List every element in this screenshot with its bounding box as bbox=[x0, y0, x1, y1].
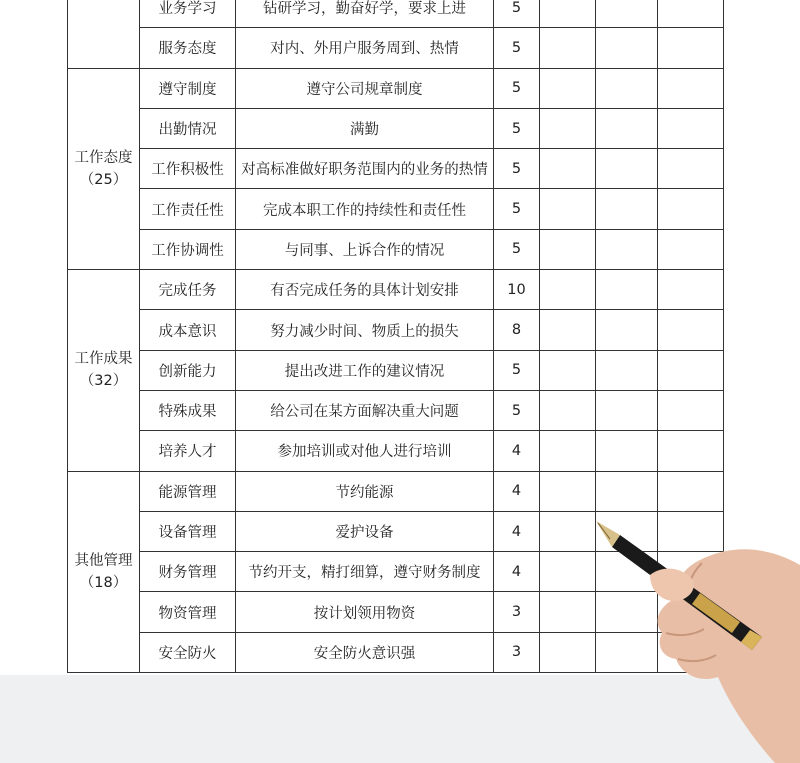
item-score-cell: 5 bbox=[494, 68, 540, 108]
table-row bbox=[68, 108, 724, 148]
table-row bbox=[68, 592, 724, 632]
table-row bbox=[68, 270, 724, 310]
item-score-cell: 3 bbox=[494, 592, 540, 632]
empty-score-cell[interactable] bbox=[540, 108, 596, 148]
empty-score-cell[interactable] bbox=[596, 28, 658, 68]
item-score-cell: 5 bbox=[494, 28, 540, 68]
empty-score-cell[interactable] bbox=[596, 350, 658, 390]
item-standard-cell: 对高标准做好职务范围内的业务的热情 bbox=[236, 149, 494, 189]
empty-score-cell[interactable] bbox=[658, 431, 724, 471]
item-name-cell: 成本意识 bbox=[140, 310, 236, 350]
empty-score-cell[interactable] bbox=[540, 229, 596, 269]
item-name-cell: 工作协调性 bbox=[140, 229, 236, 269]
empty-score-cell[interactable] bbox=[540, 511, 596, 551]
item-standard-cell: 节约能源 bbox=[236, 471, 494, 511]
item-name-cell: 安全防火 bbox=[140, 632, 236, 672]
empty-score-cell[interactable] bbox=[596, 270, 658, 310]
item-standard-cell: 与同事、上诉合作的情况 bbox=[236, 229, 494, 269]
item-standard-cell: 有否完成任务的具体计划安排 bbox=[236, 270, 494, 310]
item-score-cell: 3 bbox=[494, 632, 540, 672]
empty-score-cell[interactable] bbox=[658, 270, 724, 310]
empty-score-cell[interactable] bbox=[658, 28, 724, 68]
item-standard-cell: 提出改进工作的建议情况 bbox=[236, 350, 494, 390]
item-name-cell: 业务学习 bbox=[140, 0, 236, 28]
item-name-cell: 服务态度 bbox=[140, 28, 236, 68]
category-name: 工作态度 bbox=[74, 149, 133, 166]
item-name-cell: 物资管理 bbox=[140, 592, 236, 632]
category-weight: （18） bbox=[79, 574, 128, 591]
empty-score-cell[interactable] bbox=[596, 0, 658, 28]
item-score-cell: 5 bbox=[494, 108, 540, 148]
item-standard-cell: 遵守公司规章制度 bbox=[236, 68, 494, 108]
empty-score-cell[interactable] bbox=[658, 552, 724, 592]
empty-score-cell[interactable] bbox=[658, 68, 724, 108]
table-row bbox=[68, 552, 724, 592]
empty-score-cell[interactable] bbox=[540, 632, 596, 672]
empty-score-cell[interactable] bbox=[540, 471, 596, 511]
item-name-cell: 遵守制度 bbox=[140, 68, 236, 108]
empty-score-cell[interactable] bbox=[658, 189, 724, 229]
empty-score-cell[interactable] bbox=[596, 108, 658, 148]
empty-score-cell[interactable] bbox=[658, 632, 724, 672]
category-cell bbox=[68, 68, 140, 269]
empty-score-cell[interactable] bbox=[596, 189, 658, 229]
empty-score-cell[interactable] bbox=[596, 552, 658, 592]
empty-score-cell[interactable] bbox=[658, 310, 724, 350]
category-cell bbox=[68, 471, 140, 672]
empty-score-cell[interactable] bbox=[658, 511, 724, 551]
empty-score-cell[interactable] bbox=[658, 471, 724, 511]
empty-score-cell[interactable] bbox=[596, 471, 658, 511]
item-name-cell: 设备管理 bbox=[140, 511, 236, 551]
item-standard-cell: 钻研学习，勤奋好学，要求上进 bbox=[236, 0, 494, 28]
item-standard-cell: 努力减少时间、物质上的损失 bbox=[236, 310, 494, 350]
table-row bbox=[68, 511, 724, 551]
item-standard-cell: 按计划领用物资 bbox=[236, 592, 494, 632]
table-row bbox=[68, 229, 724, 269]
item-score-cell: 4 bbox=[494, 431, 540, 471]
empty-score-cell[interactable] bbox=[596, 68, 658, 108]
empty-score-cell[interactable] bbox=[658, 0, 724, 28]
item-score-cell: 5 bbox=[494, 0, 540, 28]
table-row bbox=[68, 189, 724, 229]
item-name-cell: 特殊成果 bbox=[140, 390, 236, 430]
table-row bbox=[68, 350, 724, 390]
empty-score-cell[interactable] bbox=[596, 592, 658, 632]
empty-score-cell[interactable] bbox=[540, 592, 596, 632]
item-name-cell: 创新能力 bbox=[140, 350, 236, 390]
empty-score-cell[interactable] bbox=[658, 390, 724, 430]
item-score-cell: 5 bbox=[494, 350, 540, 390]
item-score-cell: 5 bbox=[494, 189, 540, 229]
table-row bbox=[68, 68, 724, 108]
category-weight: （25） bbox=[79, 171, 128, 188]
item-score-cell: 4 bbox=[494, 471, 540, 511]
item-name-cell: 财务管理 bbox=[140, 552, 236, 592]
empty-score-cell[interactable] bbox=[596, 431, 658, 471]
empty-score-cell[interactable] bbox=[658, 229, 724, 269]
table-row bbox=[68, 0, 724, 28]
item-standard-cell: 给公司在某方面解决重大问题 bbox=[236, 390, 494, 430]
empty-score-cell[interactable] bbox=[540, 431, 596, 471]
item-name-cell: 培养人才 bbox=[140, 431, 236, 471]
item-name-cell: 出勤情况 bbox=[140, 108, 236, 148]
empty-score-cell[interactable] bbox=[596, 310, 658, 350]
item-score-cell: 5 bbox=[494, 149, 540, 189]
empty-score-cell[interactable] bbox=[658, 108, 724, 148]
table-row bbox=[68, 471, 724, 511]
item-standard-cell: 安全防火意识强 bbox=[236, 632, 494, 672]
item-score-cell: 4 bbox=[494, 511, 540, 551]
empty-score-cell[interactable] bbox=[658, 592, 724, 632]
item-standard-cell: 对内、外用户服务周到、热情 bbox=[236, 28, 494, 68]
empty-score-cell[interactable] bbox=[596, 632, 658, 672]
item-score-cell: 10 bbox=[494, 270, 540, 310]
empty-score-cell[interactable] bbox=[540, 310, 596, 350]
item-standard-cell: 参加培训或对他人进行培训 bbox=[236, 431, 494, 471]
empty-score-cell[interactable] bbox=[540, 270, 596, 310]
item-standard-cell: 节约开支，精打细算，遵守财务制度 bbox=[236, 552, 494, 592]
item-score-cell: 8 bbox=[494, 310, 540, 350]
item-name-cell: 完成任务 bbox=[140, 270, 236, 310]
empty-score-cell[interactable] bbox=[596, 229, 658, 269]
empty-score-cell[interactable] bbox=[596, 149, 658, 189]
empty-score-cell[interactable] bbox=[658, 149, 724, 189]
item-standard-cell: 完成本职工作的持续性和责任性 bbox=[236, 189, 494, 229]
table-row bbox=[68, 310, 724, 350]
page-footer-background bbox=[0, 675, 800, 763]
item-standard-cell: 爱护设备 bbox=[236, 511, 494, 551]
item-score-cell: 4 bbox=[494, 552, 540, 592]
table-row bbox=[68, 431, 724, 471]
table-row bbox=[68, 28, 724, 68]
empty-score-cell[interactable] bbox=[658, 350, 724, 390]
empty-score-cell[interactable] bbox=[540, 149, 596, 189]
table-row bbox=[68, 632, 724, 672]
item-name-cell: 工作责任性 bbox=[140, 189, 236, 229]
item-score-cell: 5 bbox=[494, 390, 540, 430]
category-name: 工作成果 bbox=[74, 351, 133, 368]
item-standard-cell: 满勤 bbox=[236, 108, 494, 148]
evaluation-table bbox=[67, 0, 724, 673]
empty-score-cell[interactable] bbox=[540, 189, 596, 229]
empty-score-cell[interactable] bbox=[540, 552, 596, 592]
item-score-cell: 5 bbox=[494, 229, 540, 269]
empty-score-cell[interactable] bbox=[540, 390, 596, 430]
empty-score-cell[interactable] bbox=[540, 0, 596, 28]
category-name: 其他管理 bbox=[74, 552, 133, 569]
empty-score-cell[interactable] bbox=[540, 350, 596, 390]
table-row bbox=[68, 149, 724, 189]
category-cell bbox=[68, 0, 140, 68]
table-row bbox=[68, 390, 724, 430]
item-name-cell: 工作积极性 bbox=[140, 149, 236, 189]
empty-score-cell[interactable] bbox=[540, 68, 596, 108]
empty-score-cell[interactable] bbox=[540, 28, 596, 68]
empty-score-cell[interactable] bbox=[596, 390, 658, 430]
item-name-cell: 能源管理 bbox=[140, 471, 236, 511]
category-cell bbox=[68, 270, 140, 471]
empty-score-cell[interactable] bbox=[596, 511, 658, 551]
category-weight: （32） bbox=[79, 373, 128, 390]
